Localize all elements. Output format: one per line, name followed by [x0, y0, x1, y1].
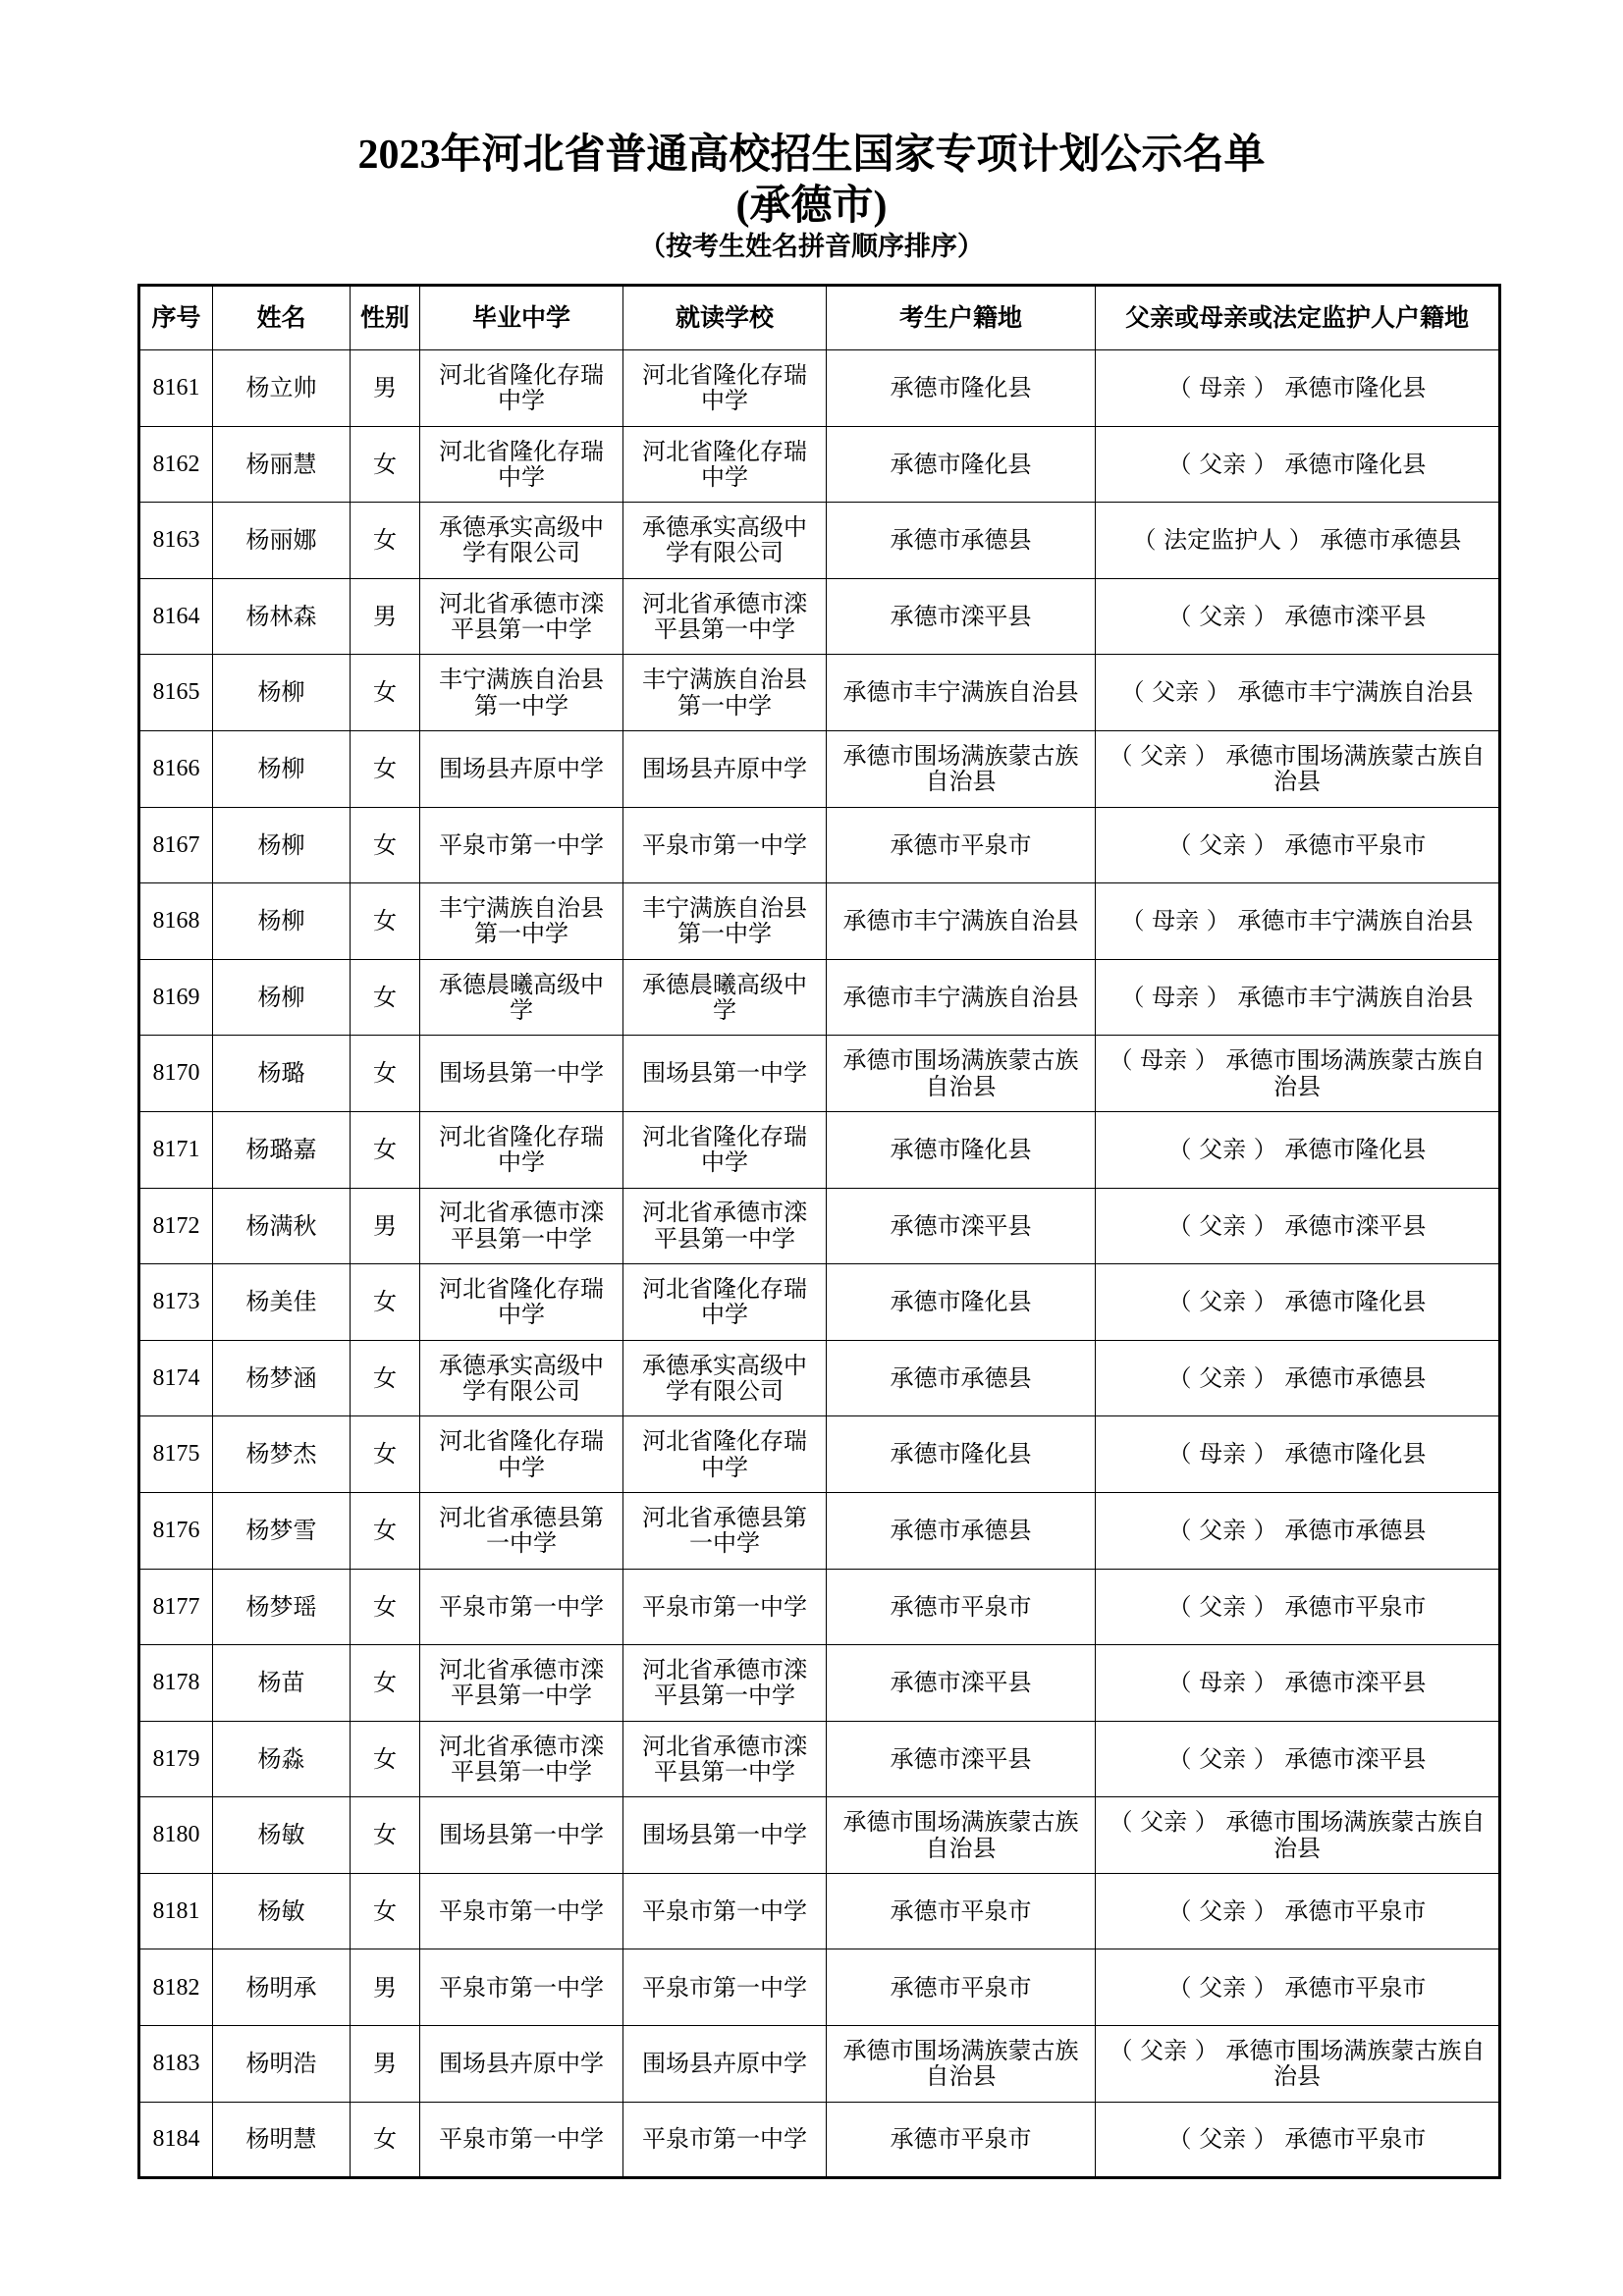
cell-graduation-school: 围场县卉原中学 [420, 2026, 623, 2103]
cell-student-household: 承德市围场满族蒙古族自治县 [827, 2026, 1096, 2103]
cell-name: 杨梦涵 [213, 1340, 351, 1416]
cell-student-household: 承德市隆化县 [827, 1111, 1096, 1188]
cell-student-household: 承德市承德县 [827, 1340, 1096, 1416]
cell-gender: 女 [351, 807, 420, 883]
cell-graduation-school: 平泉市第一中学 [420, 1873, 623, 1949]
cell-current-school: 河北省承德市滦平县第一中学 [623, 578, 827, 655]
cell-guardian-household: （ 父亲 ） 承德市平泉市 [1096, 807, 1500, 883]
cell-graduation-school: 丰宁满族自治县第一中学 [420, 883, 623, 960]
cell-guardian-household: （ 父亲 ） 承德市围场满族蒙古族自治县 [1096, 730, 1500, 807]
cell-graduation-school: 平泉市第一中学 [420, 807, 623, 883]
cell-gender: 男 [351, 1188, 420, 1264]
cell-serial-number: 8169 [139, 959, 213, 1036]
cell-graduation-school: 河北省隆化存瑞中学 [420, 1416, 623, 1493]
cell-gender: 女 [351, 1721, 420, 1797]
cell-gender: 女 [351, 1797, 420, 1874]
cell-student-household: 承德市平泉市 [827, 1949, 1096, 2026]
table-row [139, 1188, 1500, 1264]
cell-current-school: 丰宁满族自治县第一中学 [623, 883, 827, 960]
table-row [139, 655, 1500, 731]
cell-gender: 女 [351, 883, 420, 960]
cell-gender: 女 [351, 1036, 420, 1112]
header-graduation-school: 毕业中学 [420, 286, 623, 350]
cell-serial-number: 8166 [139, 730, 213, 807]
cell-name: 杨柳 [213, 959, 351, 1036]
cell-serial-number: 8183 [139, 2026, 213, 2103]
cell-current-school: 河北省承德市滦平县第一中学 [623, 1721, 827, 1797]
cell-name: 杨柳 [213, 883, 351, 960]
cell-name: 杨柳 [213, 730, 351, 807]
cell-name: 杨林森 [213, 578, 351, 655]
table-row [139, 1340, 1500, 1416]
cell-name: 杨明浩 [213, 2026, 351, 2103]
cell-graduation-school: 平泉市第一中学 [420, 1949, 623, 2026]
cell-student-household: 承德市隆化县 [827, 350, 1096, 427]
header-name: 姓名 [213, 286, 351, 350]
cell-graduation-school: 围场县卉原中学 [420, 730, 623, 807]
cell-guardian-household: （ 父亲 ） 承德市承德县 [1096, 1492, 1500, 1569]
cell-student-household: 承德市隆化县 [827, 1416, 1096, 1493]
cell-name: 杨丽娜 [213, 503, 351, 579]
cell-guardian-household: （ 父亲 ） 承德市滦平县 [1096, 1721, 1500, 1797]
cell-student-household: 承德市滦平县 [827, 1721, 1096, 1797]
cell-student-household: 承德市平泉市 [827, 2102, 1096, 2178]
table-row [139, 1721, 1500, 1797]
cell-student-household: 承德市滦平县 [827, 1188, 1096, 1264]
cell-student-household: 承德市平泉市 [827, 807, 1096, 883]
cell-gender: 男 [351, 578, 420, 655]
cell-guardian-household: （ 母亲 ） 承德市围场满族蒙古族自治县 [1096, 1036, 1500, 1112]
cell-name: 杨梦杰 [213, 1416, 351, 1493]
header-student-household: 考生户籍地 [827, 286, 1096, 350]
table-row [139, 2102, 1500, 2178]
cell-guardian-household: （ 父亲 ） 承德市平泉市 [1096, 1949, 1500, 2026]
cell-graduation-school: 承德承实高级中学有限公司 [420, 1340, 623, 1416]
cell-name: 杨敏 [213, 1873, 351, 1949]
table-row [139, 883, 1500, 960]
cell-serial-number: 8163 [139, 503, 213, 579]
cell-student-household: 承德市隆化县 [827, 1264, 1096, 1341]
cell-guardian-household: （ 父亲 ） 承德市隆化县 [1096, 1111, 1500, 1188]
cell-student-household: 承德市平泉市 [827, 1873, 1096, 1949]
cell-current-school: 河北省承德市滦平县第一中学 [623, 1645, 827, 1722]
cell-guardian-household: （ 母亲 ） 承德市丰宁满族自治县 [1096, 883, 1500, 960]
cell-name: 杨璐嘉 [213, 1111, 351, 1188]
cell-current-school: 平泉市第一中学 [623, 1569, 827, 1645]
table-row [139, 959, 1500, 1036]
cell-guardian-household: （ 父亲 ） 承德市隆化县 [1096, 426, 1500, 503]
header-serial-number: 序号 [139, 286, 213, 350]
header-current-school: 就读学校 [623, 286, 827, 350]
cell-student-household: 承德市围场满族蒙古族自治县 [827, 730, 1096, 807]
cell-current-school: 围场县第一中学 [623, 1797, 827, 1874]
table-row [139, 807, 1500, 883]
cell-graduation-school: 河北省承德市滦平县第一中学 [420, 1188, 623, 1264]
cell-student-household: 承德市围场满族蒙古族自治县 [827, 1797, 1096, 1874]
cell-guardian-household: （ 母亲 ） 承德市丰宁满族自治县 [1096, 959, 1500, 1036]
cell-name: 杨苗 [213, 1645, 351, 1722]
cell-serial-number: 8164 [139, 578, 213, 655]
cell-graduation-school: 平泉市第一中学 [420, 1569, 623, 1645]
page-title: 2023年河北省普通高校招生国家专项计划公示名单 [357, 133, 1266, 178]
cell-serial-number: 8162 [139, 426, 213, 503]
cell-serial-number: 8170 [139, 1036, 213, 1112]
admission-list-table [137, 284, 1501, 2179]
cell-current-school: 河北省承德市滦平县第一中学 [623, 1188, 827, 1264]
table-row [139, 1949, 1500, 2026]
cell-serial-number: 8168 [139, 883, 213, 960]
cell-gender: 女 [351, 1111, 420, 1188]
cell-serial-number: 8184 [139, 2102, 213, 2178]
cell-student-household: 承德市围场满族蒙古族自治县 [827, 1036, 1096, 1112]
cell-current-school: 河北省隆化存瑞中学 [623, 350, 827, 427]
cell-current-school: 承德晨曦高级中学 [623, 959, 827, 1036]
cell-name: 杨敏 [213, 1797, 351, 1874]
cell-serial-number: 8180 [139, 1797, 213, 1874]
cell-graduation-school: 河北省承德市滦平县第一中学 [420, 1721, 623, 1797]
cell-current-school: 河北省隆化存瑞中学 [623, 1111, 827, 1188]
cell-gender: 女 [351, 655, 420, 731]
cell-serial-number: 8173 [139, 1264, 213, 1341]
cell-graduation-school: 河北省隆化存瑞中学 [420, 426, 623, 503]
cell-student-household: 承德市滦平县 [827, 578, 1096, 655]
cell-guardian-household: （ 父亲 ） 承德市隆化县 [1096, 1264, 1500, 1341]
cell-current-school: 平泉市第一中学 [623, 1949, 827, 2026]
cell-gender: 女 [351, 1416, 420, 1493]
table-row [139, 426, 1500, 503]
cell-graduation-school: 河北省隆化存瑞中学 [420, 1111, 623, 1188]
cell-gender: 女 [351, 503, 420, 579]
cell-current-school: 河北省隆化存瑞中学 [623, 1264, 827, 1341]
cell-student-household: 承德市滦平县 [827, 1645, 1096, 1722]
table-row [139, 1416, 1500, 1493]
cell-name: 杨丽慧 [213, 426, 351, 503]
table-row [139, 1036, 1500, 1112]
sort-note: （按考生姓名拼音顺序排序） [639, 232, 984, 261]
table-header-row [139, 286, 1500, 350]
cell-graduation-school: 河北省承德市滦平县第一中学 [420, 578, 623, 655]
cell-gender: 女 [351, 730, 420, 807]
cell-name: 杨柳 [213, 807, 351, 883]
cell-name: 杨璐 [213, 1036, 351, 1112]
cell-name: 杨明承 [213, 1949, 351, 2026]
table-row [139, 2026, 1500, 2103]
cell-serial-number: 8172 [139, 1188, 213, 1264]
cell-student-household: 承德市承德县 [827, 503, 1096, 579]
header-gender: 性别 [351, 286, 420, 350]
cell-student-household: 承德市隆化县 [827, 426, 1096, 503]
table-row [139, 730, 1500, 807]
cell-student-household: 承德市承德县 [827, 1492, 1096, 1569]
cell-gender: 男 [351, 350, 420, 427]
cell-serial-number: 8171 [139, 1111, 213, 1188]
cell-serial-number: 8177 [139, 1569, 213, 1645]
cell-gender: 女 [351, 1492, 420, 1569]
cell-serial-number: 8161 [139, 350, 213, 427]
cell-graduation-school: 平泉市第一中学 [420, 2102, 623, 2178]
cell-guardian-household: （ 父亲 ） 承德市平泉市 [1096, 1873, 1500, 1949]
table-row [139, 1492, 1500, 1569]
cell-current-school: 承德承实高级中学有限公司 [623, 1340, 827, 1416]
cell-current-school: 丰宁满族自治县第一中学 [623, 655, 827, 731]
cell-serial-number: 8179 [139, 1721, 213, 1797]
cell-gender: 女 [351, 2102, 420, 2178]
cell-gender: 女 [351, 959, 420, 1036]
cell-serial-number: 8176 [139, 1492, 213, 1569]
cell-graduation-school: 承德晨曦高级中学 [420, 959, 623, 1036]
cell-current-school: 河北省承德县第一中学 [623, 1492, 827, 1569]
table-row [139, 1264, 1500, 1341]
cell-graduation-school: 围场县第一中学 [420, 1797, 623, 1874]
cell-graduation-school: 河北省隆化存瑞中学 [420, 1264, 623, 1341]
table-row [139, 1645, 1500, 1722]
cell-graduation-school: 河北省隆化存瑞中学 [420, 350, 623, 427]
cell-name: 杨美佳 [213, 1264, 351, 1341]
cell-graduation-school: 河北省承德县第一中学 [420, 1492, 623, 1569]
cell-name: 杨明慧 [213, 2102, 351, 2178]
cell-graduation-school: 河北省承德市滦平县第一中学 [420, 1645, 623, 1722]
cell-current-school: 围场县卉原中学 [623, 730, 827, 807]
cell-serial-number: 8175 [139, 1416, 213, 1493]
header-guardian-household: 父亲或母亲或法定监护人户籍地 [1096, 286, 1500, 350]
cell-guardian-household: （ 父亲 ） 承德市滦平县 [1096, 1188, 1500, 1264]
cell-student-household: 承德市丰宁满族自治县 [827, 883, 1096, 960]
table-row [139, 1797, 1500, 1874]
cell-gender: 男 [351, 1949, 420, 2026]
cell-guardian-household: （ 父亲 ） 承德市平泉市 [1096, 1569, 1500, 1645]
cell-graduation-school: 承德承实高级中学有限公司 [420, 503, 623, 579]
table-row [139, 350, 1500, 427]
cell-serial-number: 8167 [139, 807, 213, 883]
cell-gender: 女 [351, 1645, 420, 1722]
cell-gender: 女 [351, 1873, 420, 1949]
cell-guardian-household: （ 父亲 ） 承德市承德县 [1096, 1340, 1500, 1416]
cell-student-household: 承德市丰宁满族自治县 [827, 655, 1096, 731]
cell-current-school: 河北省隆化存瑞中学 [623, 1416, 827, 1493]
cell-guardian-household: （ 母亲 ） 承德市隆化县 [1096, 350, 1500, 427]
cell-guardian-household: （ 父亲 ） 承德市围场满族蒙古族自治县 [1096, 2026, 1500, 2103]
cell-guardian-household: （ 法定监护人 ） 承德市承德县 [1096, 503, 1500, 579]
cell-name: 杨梦雪 [213, 1492, 351, 1569]
city-subtitle: (承德市) [735, 184, 888, 229]
cell-serial-number: 8174 [139, 1340, 213, 1416]
cell-name: 杨梦瑶 [213, 1569, 351, 1645]
cell-name: 杨柳 [213, 655, 351, 731]
cell-name: 杨立帅 [213, 350, 351, 427]
cell-gender: 女 [351, 1569, 420, 1645]
cell-name: 杨淼 [213, 1721, 351, 1797]
cell-gender: 男 [351, 2026, 420, 2103]
cell-current-school: 围场县卉原中学 [623, 2026, 827, 2103]
cell-student-household: 承德市丰宁满族自治县 [827, 959, 1096, 1036]
cell-current-school: 承德承实高级中学有限公司 [623, 503, 827, 579]
cell-guardian-household: （ 父亲 ） 承德市平泉市 [1096, 2102, 1500, 2178]
cell-graduation-school: 丰宁满族自治县第一中学 [420, 655, 623, 731]
cell-guardian-household: （ 父亲 ） 承德市丰宁满族自治县 [1096, 655, 1500, 731]
cell-current-school: 平泉市第一中学 [623, 807, 827, 883]
table-row [139, 1111, 1500, 1188]
table-row [139, 1873, 1500, 1949]
cell-serial-number: 8182 [139, 1949, 213, 2026]
cell-student-household: 承德市平泉市 [827, 1569, 1096, 1645]
cell-current-school: 平泉市第一中学 [623, 1873, 827, 1949]
cell-gender: 女 [351, 1340, 420, 1416]
cell-serial-number: 8165 [139, 655, 213, 731]
cell-current-school: 河北省隆化存瑞中学 [623, 426, 827, 503]
cell-guardian-household: （ 母亲 ） 承德市滦平县 [1096, 1645, 1500, 1722]
cell-serial-number: 8178 [139, 1645, 213, 1722]
cell-guardian-household: （ 父亲 ） 承德市围场满族蒙古族自治县 [1096, 1797, 1500, 1874]
cell-graduation-school: 围场县第一中学 [420, 1036, 623, 1112]
cell-name: 杨满秋 [213, 1188, 351, 1264]
cell-current-school: 平泉市第一中学 [623, 2102, 827, 2178]
table-row [139, 503, 1500, 579]
table-row [139, 1569, 1500, 1645]
cell-gender: 女 [351, 426, 420, 503]
table-row [139, 578, 1500, 655]
cell-gender: 女 [351, 1264, 420, 1341]
cell-serial-number: 8181 [139, 1873, 213, 1949]
cell-guardian-household: （ 父亲 ） 承德市滦平县 [1096, 578, 1500, 655]
cell-current-school: 围场县第一中学 [623, 1036, 827, 1112]
cell-guardian-household: （ 母亲 ） 承德市隆化县 [1096, 1416, 1500, 1493]
